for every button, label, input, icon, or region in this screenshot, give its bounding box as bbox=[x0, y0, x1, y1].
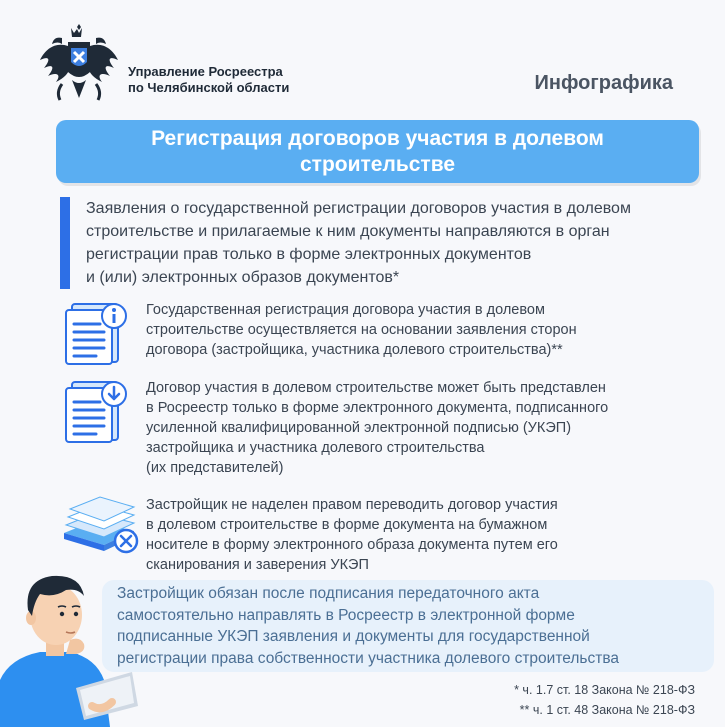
document-download-icon bbox=[60, 378, 132, 444]
info-item-text: Застройщик не наделен правом переводить договор участия в долевом строительстве в форме документа на бумажном носителе в форму электронного образа документа путем его сканирования и заверения УКЭП bbox=[146, 497, 558, 573]
double-headed-eagle-emblem-icon bbox=[38, 24, 120, 110]
header bbox=[0, 0, 725, 120]
callout-text: Застройщик обязан после подписания передаточного акта самостоятельно направлять в Росреестр в электронной форме подписанные УКЭП заявления и документы для государственной регистрации права собственности участника долевого строительства bbox=[117, 585, 619, 667]
paper-stack-cancel-icon bbox=[60, 495, 144, 557]
title-line: Регистрация договоров участия в долевом bbox=[151, 126, 604, 150]
organization-name: Управление Росреестра по Челябинской области bbox=[128, 64, 290, 95]
title-line: строительстве bbox=[299, 152, 456, 176]
infographic-tag: Инфографика bbox=[534, 72, 673, 94]
intro-paragraph: Заявления о государственной регистрации договоров участия в долевом строительстве и прилагаемые к ним документы направляются в орган регистрации прав только в форме электронных документов и (или) электронных образов документов* bbox=[60, 197, 700, 289]
developer-obligation-callout bbox=[102, 580, 714, 672]
info-item-text: Договор участия в долевом строительстве может быть представлен в Росреестр только в форме электронного документа, подписанного усиленной квалифицированной электронной подписью (УКЭП) застройщика и участника долевого строительства (их представителей) bbox=[146, 380, 609, 476]
document-info-icon bbox=[60, 300, 132, 366]
thinking-person-illustration bbox=[0, 560, 140, 727]
footnote: * ч. 1.7 ст. 18 Закона № 218-ФЗ bbox=[514, 683, 695, 697]
info-item-text: Государственная регистрация договора участия в долевом строительстве осуществляется на основании заявления сторон договора (застройщика, участника долевого строительства)** bbox=[146, 302, 577, 358]
footnote: ** ч. 1 ст. 48 Закона № 218-ФЗ bbox=[519, 703, 695, 717]
title-banner bbox=[56, 120, 699, 183]
footnotes bbox=[514, 680, 695, 720]
